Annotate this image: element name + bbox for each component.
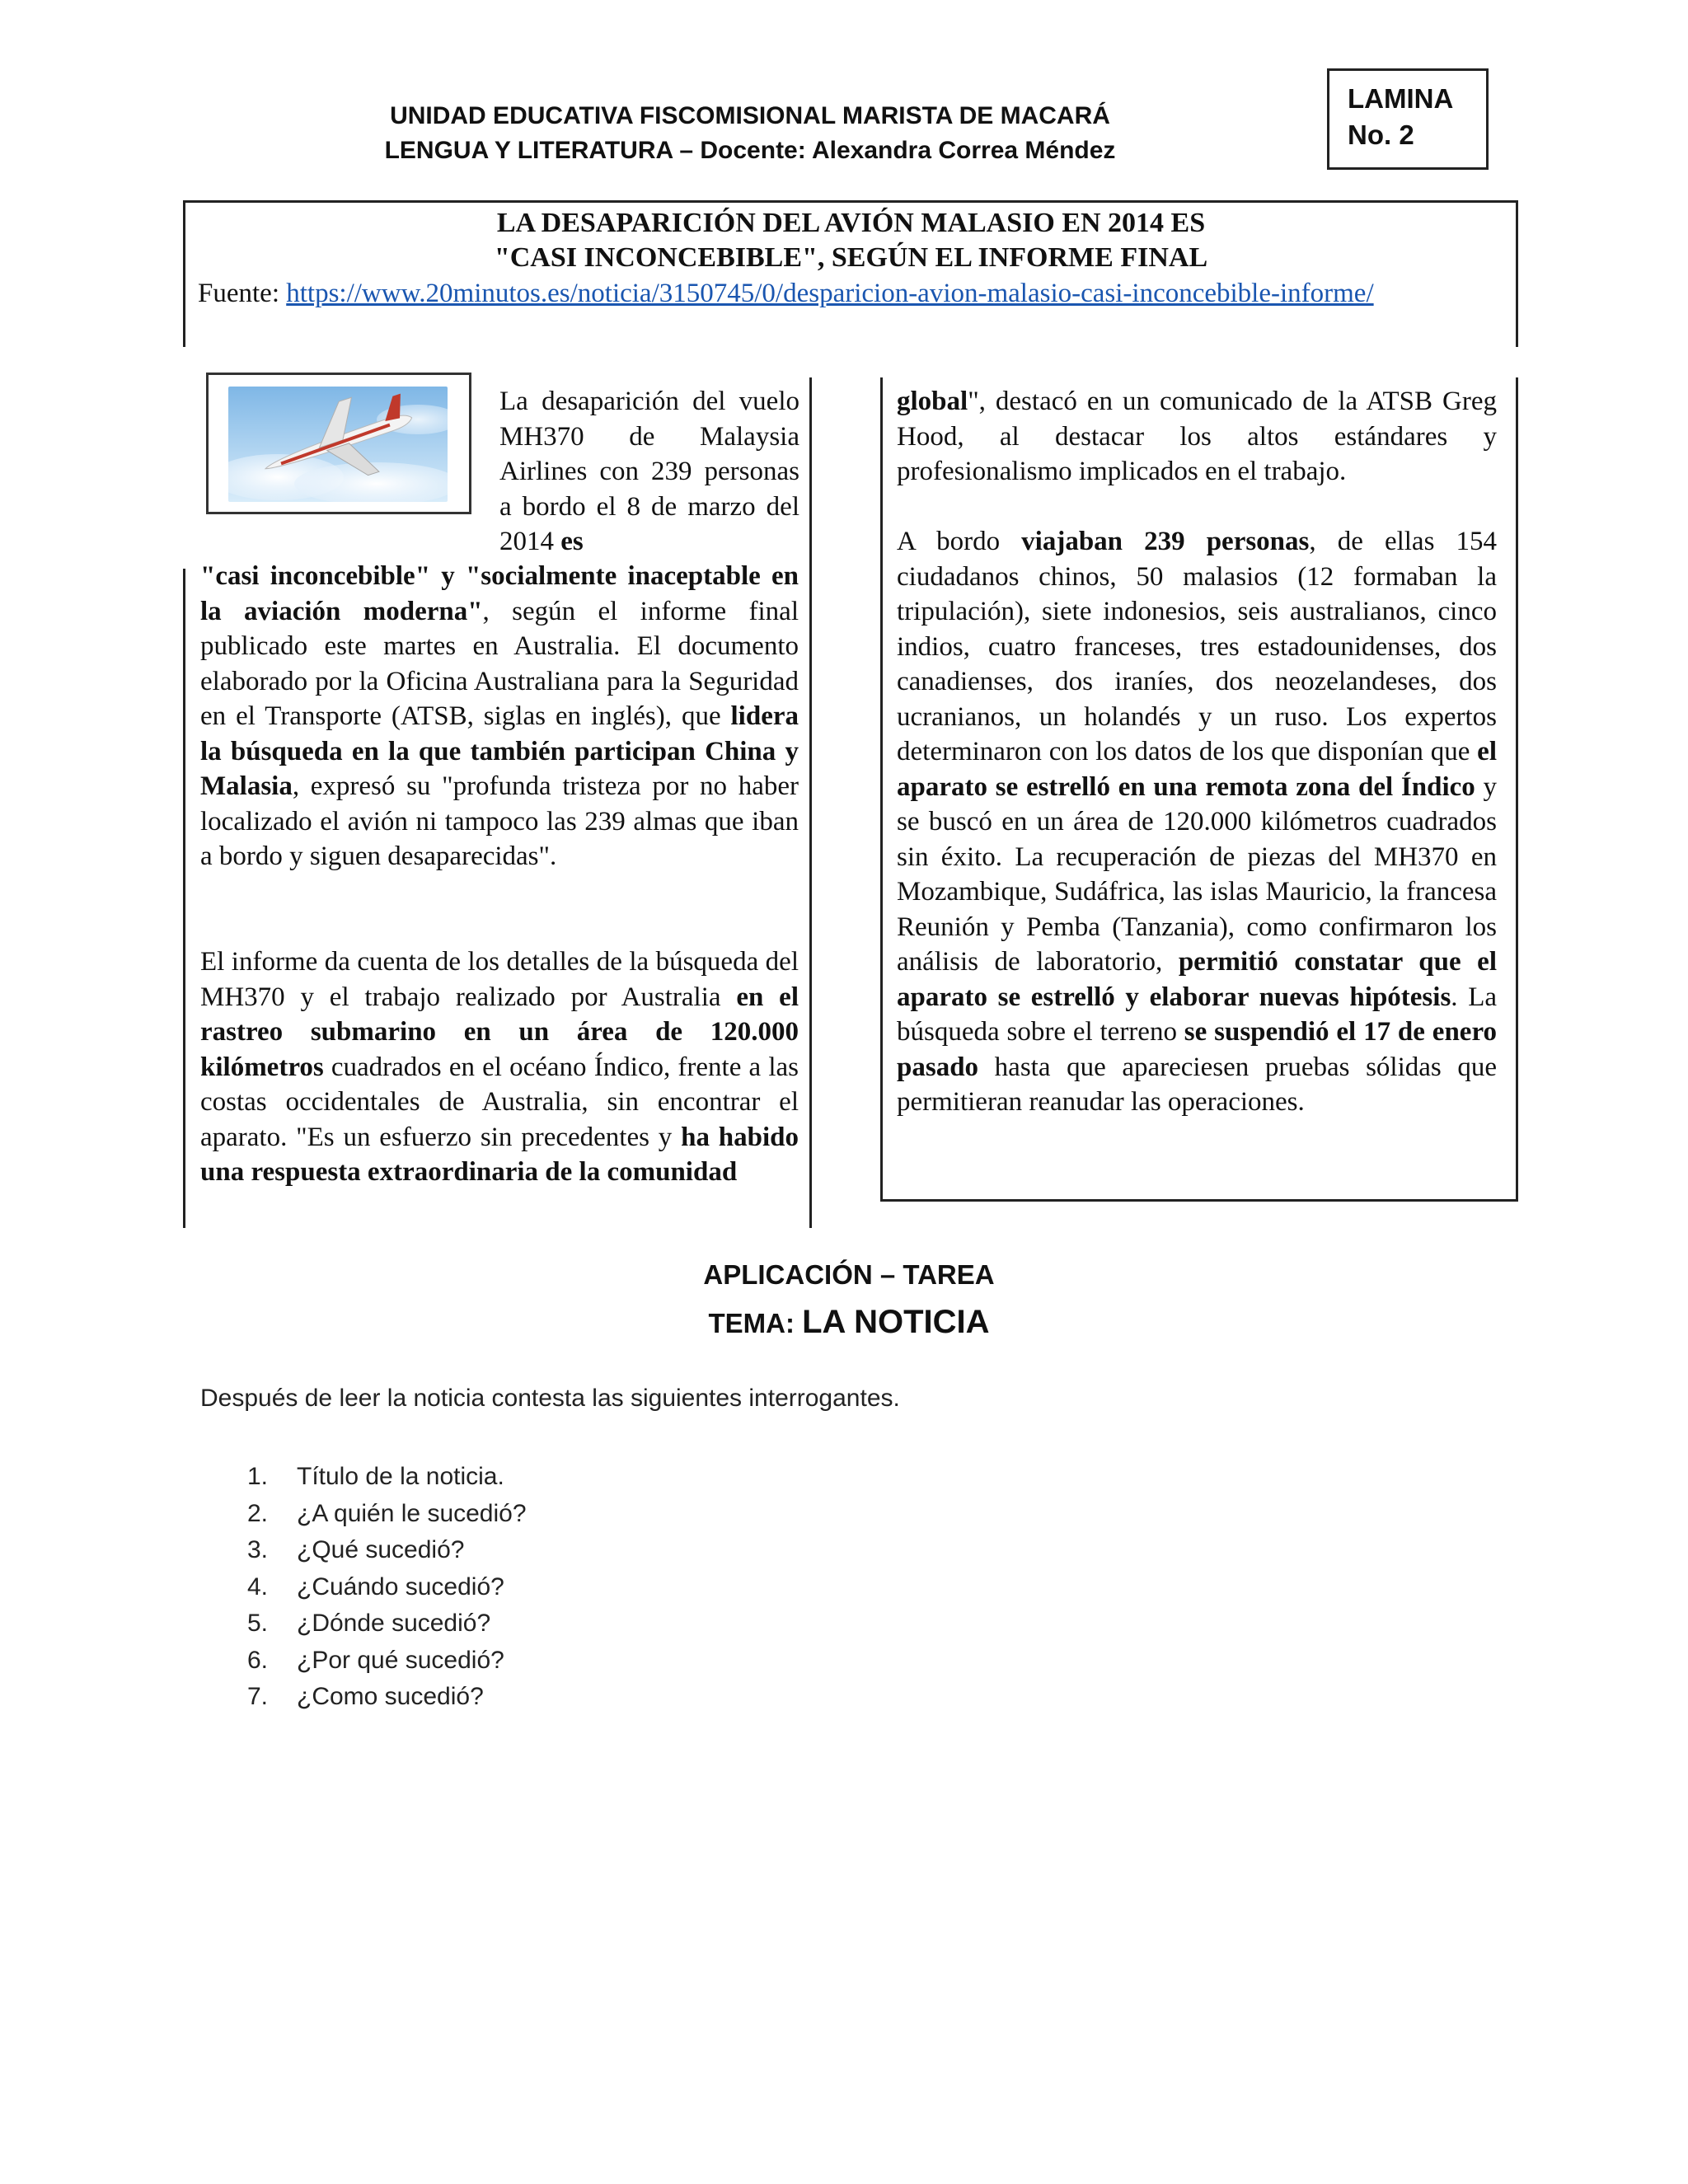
- text-run: . La búsqueda sobre el terreno: [897, 982, 1497, 1047]
- question-text: ¿Qué sucedió?: [297, 1536, 465, 1563]
- topic-value: LA NOTICIA: [802, 1304, 990, 1340]
- question-item: [247, 1643, 989, 1680]
- question-item: [247, 1679, 989, 1716]
- school-name: UNIDAD EDUCATIVA FISCOMISIONAL MARISTA DE MACARÁ: [390, 102, 1110, 129]
- headline-line-1: LA DESAPARICIÓN DEL AVIÓN MALASIO EN 2014 ES: [496, 208, 1206, 238]
- bold-run: ha habido una respuesta extraordinaria de la comunidad: [200, 1122, 799, 1187]
- question-number: 4.: [247, 1572, 269, 1601]
- text-run: ", destacó en un comunicado de la ATSB Greg Hood, al destacar los altos estándares y profesionalismo implicados en el trabajo.: [897, 387, 1497, 486]
- question-number: 3.: [247, 1536, 269, 1563]
- bold-run: el aparato se estrelló en una remota zona del Índico: [897, 737, 1497, 802]
- question-item: [247, 1569, 989, 1606]
- task-instructions: Después de leer la noticia contesta las siguientes interrogantes.: [200, 1385, 900, 1412]
- text-run: hasta que apareciesen pruebas sólidas que permitieran reanudar las operaciones.: [897, 1052, 1497, 1117]
- left-paragraph-1: [200, 559, 799, 874]
- text-run: , de ellas 154 ciudadanos chinos, 50 malasios (12 formaban la tripulación), siete indonesios, seis australianos, cinco indios, cuatro franceses, tres estadounidenses, dos canadienses, dos iraníes, dos neozelandeses, dos ucranianos, un holandés y un ruso. Los expertos determinaron con los datos de los que disponían que: [897, 527, 1498, 766]
- source-label: Fuente:: [198, 279, 287, 308]
- question-number: 5.: [247, 1610, 269, 1637]
- question-item: [247, 1496, 989, 1533]
- article-source: [198, 276, 1434, 311]
- question-list: [247, 1459, 989, 1716]
- question-item: [247, 1459, 989, 1496]
- text-run: , según el informe final publicado este martes en Australia. El documento elaborado por la Oficina Australiana para la Seguridad en el Transporte (ATSB, siglas en inglés), que: [200, 596, 799, 731]
- text-run: A bordo: [897, 527, 1022, 556]
- page-header: [272, 99, 1228, 168]
- question-number: 6.: [247, 1646, 269, 1674]
- bold-run: global: [897, 387, 968, 416]
- task-topic: [495, 1304, 1203, 1341]
- text-run: El informe da cuenta de los detalles de la búsqueda del MH370 y el trabajo realizado por Australia: [200, 947, 799, 1012]
- subject-teacher: LENGUA Y LITERATURA – Docente: Alexandra Correa Méndez: [384, 137, 1116, 164]
- source-link[interactable]: https://www.20minutos.es/noticia/3150745/0/desparicion-avion-malasio-casi-inconcebible-informe/: [286, 279, 1374, 308]
- bold-run: en el rastreo submarino en un área de 120.000 kilómetros: [200, 982, 799, 1082]
- left-paragraph-2: [200, 944, 799, 1190]
- question-item: [247, 1532, 989, 1569]
- question-text: ¿A quién le sucedió?: [297, 1499, 527, 1527]
- question-text: Título de la noticia.: [297, 1463, 504, 1490]
- article-headline: [185, 206, 1517, 275]
- text-run: La desaparición del vuelo MH370 de Malaysia Airlines con 239 personas a bordo el 8 de marzo del 2014: [499, 387, 799, 556]
- question-item: [247, 1605, 989, 1643]
- question-text: ¿Por qué sucedió?: [297, 1646, 504, 1674]
- left-column-border: [183, 569, 185, 1228]
- airplane-photo: [228, 387, 448, 502]
- task-title: APLICACIÓN – TAREA: [703, 1259, 995, 1290]
- lamina-number: No. 2: [1348, 120, 1414, 150]
- lamina-box: [1327, 68, 1489, 170]
- lamina-label: LAMINA: [1348, 83, 1454, 114]
- question-text: ¿Cuándo sucedió?: [297, 1572, 504, 1601]
- text-run: , expresó su "profunda tristeza por no haber localizado el avión ni tampoco las 239 almas que iban a bordo y siguen desaparecidas".: [200, 771, 799, 871]
- right-paragraph-2: [897, 524, 1497, 1120]
- bold-run: se suspendió el 17 de enero pasado: [897, 1017, 1497, 1082]
- text-run: cuadrados en el océano Índico, frente a las costas occidentales de Australia, sin encontrar el aparato. "Es un esfuerzo sin precedentes y: [200, 1052, 799, 1152]
- text-run: y se buscó en un área de 120.000 kilómetros cuadrados sin éxito. La recuperación de piezas del MH370 en Mozambique, Sudáfrica, las islas Mauricio, la francesa Reunión y Pemba (Tanzania), como confirmaron los análisis de laboratorio,: [897, 771, 1498, 977]
- topic-label: TEMA:: [708, 1308, 803, 1338]
- article-photo-frame: [206, 373, 471, 514]
- left-column-rule: [809, 377, 812, 1228]
- bold-run: permitió constatar que el aparato se estrelló y elaborar nuevas hipótesis: [897, 947, 1497, 1012]
- question-number: 1.: [247, 1463, 269, 1490]
- right-paragraph-1: [897, 384, 1497, 490]
- question-text: ¿Dónde sucedió?: [297, 1610, 491, 1637]
- question-number: 7.: [247, 1683, 269, 1710]
- bold-run: viajaban 239 personas: [1021, 527, 1310, 556]
- question-number: 2.: [247, 1499, 269, 1527]
- headline-line-2: "CASI INCONCEBIBLE", SEGÚN EL INFORME FINAL: [494, 242, 1208, 273]
- question-text: ¿Como sucedió?: [297, 1683, 484, 1710]
- bold-run: lidera la búsqueda en la que también participan China y Malasia: [200, 701, 799, 801]
- bold-run: "casi inconcebible" y "socialmente inaceptable en la aviación moderna": [200, 561, 799, 626]
- bold-run: es: [560, 527, 584, 556]
- left-intro-paragraph: [499, 384, 799, 560]
